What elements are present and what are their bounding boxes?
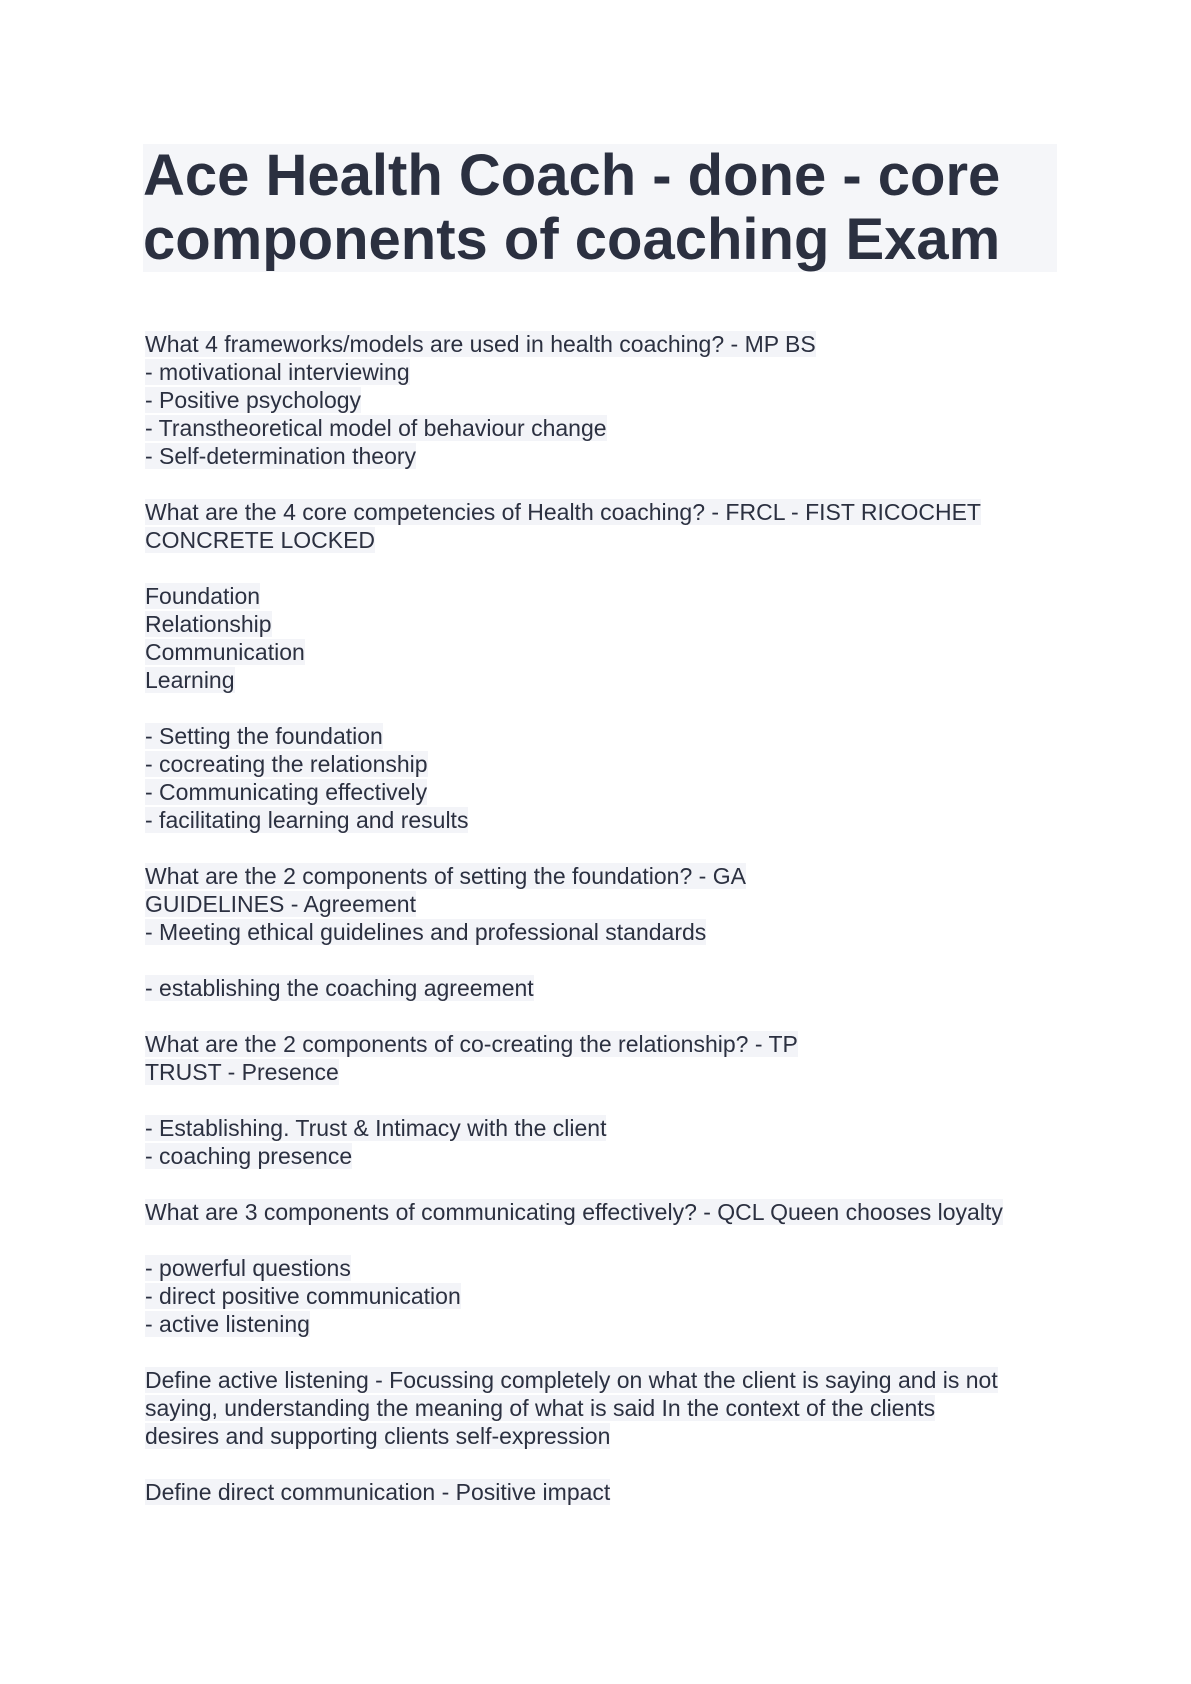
text-line-content: CONCRETE LOCKED (145, 527, 376, 553)
text-line (145, 862, 1065, 890)
text-line-content: - cocreating the relationship (145, 751, 428, 777)
text-line-content: Foundation (145, 583, 261, 609)
text-line (145, 750, 1065, 778)
text-line (145, 610, 1065, 638)
text-line-content: Define active listening - Focussing completely on what the client is saying and is not (145, 1367, 998, 1393)
paragraph-gap (145, 1226, 1065, 1254)
text-line-content: - facilitating learning and results (145, 807, 469, 833)
text-line (145, 526, 1065, 554)
text-line-content: Learning (145, 667, 235, 693)
text-line (145, 1310, 1065, 1338)
text-line (145, 722, 1065, 750)
text-line-content: Define direct communication - Positive impact (145, 1479, 611, 1505)
text-line (145, 918, 1065, 946)
text-line-content: desires and supporting clients self-expression (145, 1423, 611, 1449)
text-line (145, 414, 1065, 442)
paragraph-gap (145, 554, 1065, 582)
text-line-content: - Meeting ethical guidelines and professional standards (145, 919, 707, 945)
text-line (145, 974, 1065, 1002)
page-title (143, 144, 1057, 272)
text-line-content: - motivational interviewing (145, 359, 410, 385)
text-line (145, 498, 1065, 526)
text-line (145, 582, 1065, 610)
paragraph-gap (145, 946, 1065, 974)
text-line-content: - Setting the foundation (145, 723, 383, 749)
paragraph-gap (145, 470, 1065, 498)
text-line (145, 778, 1065, 806)
text-line-content: - direct positive communication (145, 1283, 461, 1309)
text-line-content: - Transtheoretical model of behaviour change (145, 415, 607, 441)
text-line-content: - coaching presence (145, 1143, 353, 1169)
paragraph-gap (145, 834, 1065, 862)
text-line (145, 1366, 1065, 1394)
text-line-content: - active listening (145, 1311, 310, 1337)
text-line-content: TRUST - Presence (145, 1059, 339, 1085)
title-line: components of coaching Exam (143, 207, 1001, 272)
paragraph-gap (145, 1086, 1065, 1114)
text-line (145, 1114, 1065, 1142)
paragraph-gap (145, 1450, 1065, 1478)
text-line (145, 1058, 1065, 1086)
paragraph-gap (145, 1170, 1065, 1198)
text-line (145, 1142, 1065, 1170)
text-line-content: What are the 2 components of co-creating the relationship? - TP (145, 1031, 798, 1057)
text-line-content: - establishing the coaching agreement (145, 975, 534, 1001)
text-line (145, 638, 1065, 666)
paragraph-gap (145, 694, 1065, 722)
text-line (145, 666, 1065, 694)
text-line-content: Relationship (145, 611, 272, 637)
title-line: Ace Health Coach - done - core (143, 143, 1001, 208)
text-line (145, 1254, 1065, 1282)
text-line (145, 1282, 1065, 1310)
text-line-content: What are 3 components of communicating effectively? - QCL Queen chooses loyalty (145, 1199, 1003, 1225)
text-line-content: - Positive psychology (145, 387, 362, 413)
text-line (145, 890, 1065, 918)
text-line-content: GUIDELINES - Agreement (145, 891, 416, 917)
text-line (145, 1478, 1065, 1506)
text-line (145, 358, 1065, 386)
text-line-content: What are the 4 core competencies of Health coaching? - FRCL - FIST RICOCHET (145, 499, 981, 525)
paragraph-gap (145, 1002, 1065, 1030)
text-line-content: - powerful questions (145, 1255, 351, 1281)
text-line (145, 1198, 1065, 1226)
text-line (145, 1030, 1065, 1058)
text-line (145, 1422, 1065, 1450)
text-line-content: - Establishing. Trust & Intimacy with the client (145, 1115, 607, 1141)
document-body (145, 330, 1065, 1506)
text-line-content: saying, understanding the meaning of what is said In the context of the clients (145, 1395, 936, 1421)
text-line-content: What 4 frameworks/models are used in health coaching? - MP BS (145, 331, 816, 357)
title-block (143, 144, 1057, 272)
text-line-content: - Self-determination theory (145, 443, 417, 469)
text-line (145, 442, 1065, 470)
paragraph-gap (145, 1338, 1065, 1366)
text-line-content: - Communicating effectively (145, 779, 428, 805)
text-line (145, 330, 1065, 358)
text-line (145, 386, 1065, 414)
text-line (145, 1394, 1065, 1422)
text-line-content: What are the 2 components of setting the foundation? - GA (145, 863, 746, 889)
text-line-content: Communication (145, 639, 305, 665)
text-line (145, 806, 1065, 834)
